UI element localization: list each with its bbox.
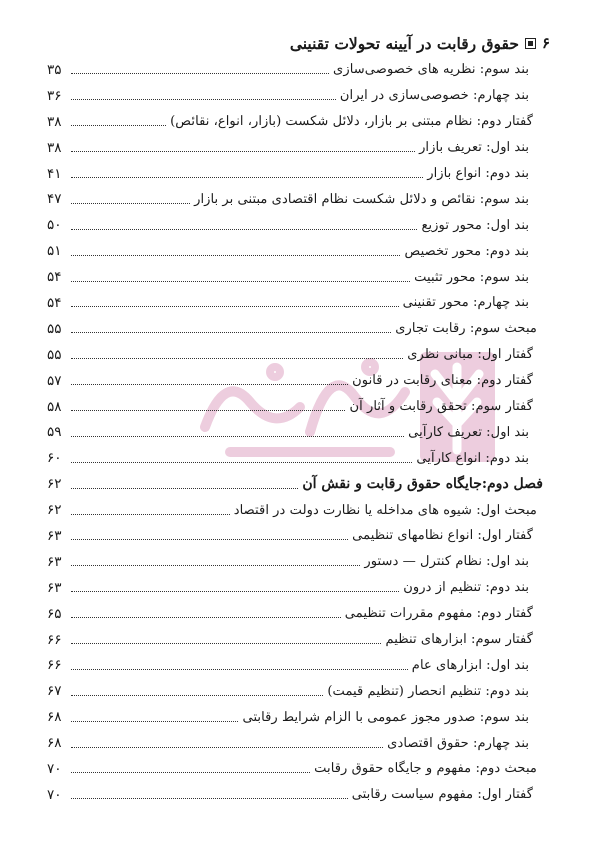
toc-entry-title: بند اول: تعریف کارآیی <box>408 424 529 440</box>
dot-leader <box>71 151 415 152</box>
dot-leader <box>71 798 348 799</box>
toc-entry-title: گفتار سوم: تحقق رقابت و آثار آن <box>349 399 533 415</box>
toc-entry-title: بند سوم: نقائص و دلائل شکست نظام اقتصادی مبتنی بر بازار <box>194 191 529 207</box>
toc-entry-page: ۶۳ <box>47 527 62 544</box>
toc-entry[interactable] <box>47 471 543 497</box>
dot-leader <box>71 772 310 773</box>
toc-entry-title: بند اول: محور توزیع <box>421 217 529 233</box>
toc-entry[interactable] <box>47 730 543 756</box>
dot-leader <box>71 488 298 489</box>
toc-entry[interactable] <box>47 83 543 109</box>
toc-entry[interactable] <box>47 497 543 523</box>
toc-entry-title: بند دوم: تنظیم انحصار (تنظیم قیمت) <box>327 683 529 699</box>
toc-entry-page: ۶۶ <box>47 631 62 648</box>
dot-leader <box>71 255 400 256</box>
toc-entry-page: ۵۹ <box>47 424 62 441</box>
toc-entry[interactable] <box>47 290 543 316</box>
toc-entry[interactable] <box>47 627 543 653</box>
toc-entry-title: بند دوم: انواع بازار <box>427 166 529 181</box>
toc-entry-page: ۶۷ <box>47 683 62 700</box>
toc-entry-page: ۳۸ <box>47 113 62 130</box>
dot-leader <box>71 565 360 566</box>
toc-entry-page: ۵۱ <box>47 243 62 260</box>
toc-entry[interactable] <box>47 601 543 627</box>
toc-entry[interactable] <box>47 704 543 730</box>
toc-entry-title: گفتار اول: مفهوم سیاست رقابتی <box>351 787 533 803</box>
page-number: ۶ <box>541 34 550 52</box>
toc-entry-title: بند سوم: صدور مجوز عمومی با الزام شرایط رقابتی <box>242 709 529 725</box>
toc-entry-title: بند چهارم: خصوصی‌سازی در ایران <box>339 88 529 104</box>
toc-entry-page: ۵۵ <box>47 320 62 337</box>
toc-entry-page: ۳۶ <box>47 87 62 104</box>
toc-entry[interactable] <box>47 394 543 420</box>
toc-entry-page: ۳۵ <box>47 61 62 78</box>
table-of-contents <box>47 57 543 808</box>
dot-leader <box>71 747 383 748</box>
toc-entry-page: ۷۰ <box>47 760 62 777</box>
toc-entry-page: ۵۰ <box>47 217 62 234</box>
toc-entry[interactable] <box>47 264 543 290</box>
toc-entry-title: مبحث دوم: مفهوم و جایگاه حقوق رقابت <box>314 761 537 777</box>
toc-entry[interactable] <box>47 368 543 394</box>
toc-entry-title: گفتار سوم: ابزارهای تنظیم <box>385 632 533 648</box>
dot-leader <box>71 306 399 307</box>
toc-entry-title: بند دوم: محور تخصیص <box>404 243 529 259</box>
dot-leader <box>71 384 348 385</box>
toc-entry-title: بند اول: ابزارهای عام <box>411 657 529 673</box>
square-ornament-icon <box>525 38 536 49</box>
dot-leader <box>71 695 323 696</box>
dot-leader <box>71 617 341 618</box>
toc-entry[interactable] <box>47 419 543 445</box>
page-header <box>45 30 550 56</box>
dot-leader <box>71 281 410 282</box>
toc-entry[interactable] <box>47 445 543 471</box>
toc-entry[interactable] <box>47 238 543 264</box>
toc-entry-page: ۵۴ <box>47 294 62 311</box>
toc-entry[interactable] <box>47 678 543 704</box>
toc-entry-page: ۶۲ <box>47 502 62 519</box>
toc-entry-title: گفتار دوم: نظام مبتنی بر بازار، دلائل شکست (بازار، انواع، نقائص) <box>170 114 533 130</box>
toc-entry-page: ۶۰ <box>47 450 62 467</box>
toc-entry-title: گفتار دوم: مفهوم مقررات تنظیمی <box>344 606 533 622</box>
dot-leader <box>71 436 404 437</box>
toc-entry-page: ۶۲ <box>47 476 62 493</box>
toc-entry-title: گفتار اول: انواع نظامهای تنظیمی <box>352 528 533 544</box>
toc-entry-page: ۶۸ <box>47 709 62 726</box>
dot-leader <box>71 358 403 359</box>
toc-entry-title: بند سوم: محور تثبیت <box>414 269 529 285</box>
toc-entry[interactable] <box>47 782 543 808</box>
toc-entry-page: ۶۵ <box>47 605 62 622</box>
toc-entry[interactable] <box>47 316 543 342</box>
toc-entry[interactable] <box>47 212 543 238</box>
dot-leader <box>71 73 329 74</box>
dot-leader <box>71 514 230 515</box>
toc-entry-page: ۵۴ <box>47 269 62 286</box>
toc-entry-title: گفتار اول: مبانی نظری <box>407 347 533 363</box>
toc-entry-title: بند چهارم: حقوق اقتصادی <box>387 735 529 751</box>
toc-entry-title: بند دوم: تنظیم از درون <box>403 580 529 596</box>
toc-entry[interactable] <box>47 109 543 135</box>
toc-entry-page: ۶۶ <box>47 657 62 674</box>
toc-entry-page: ۴۷ <box>47 191 62 208</box>
toc-entry-page: ۷۰ <box>47 786 62 803</box>
toc-entry-page: ۴۱ <box>47 165 62 182</box>
toc-entry[interactable] <box>47 575 543 601</box>
dot-leader <box>71 332 391 333</box>
toc-entry-page: ۵۵ <box>47 346 62 363</box>
toc-entry-title: مبحث سوم: رقابت تجاری <box>395 321 537 337</box>
toc-entry[interactable] <box>47 186 543 212</box>
toc-entry-page: ۶۳ <box>47 553 62 570</box>
toc-entry-title: مبحث اول: شیوه های مداخله یا نظارت دولت در اقتصاد <box>233 502 537 518</box>
toc-entry-page: ۶۸ <box>47 735 62 752</box>
toc-entry-title: بند چهارم: محور تقنینی <box>402 295 529 311</box>
dot-leader <box>71 229 417 230</box>
dot-leader <box>71 125 166 126</box>
toc-entry-page: ۵۷ <box>47 372 62 389</box>
toc-entry[interactable] <box>47 756 543 782</box>
toc-entry[interactable] <box>47 523 543 549</box>
toc-entry[interactable] <box>47 57 543 83</box>
dot-leader <box>71 410 345 411</box>
dot-leader <box>71 99 336 100</box>
running-title: حقوق رقابت در آیینه تحولات تقنینی <box>289 33 519 53</box>
toc-entry-page: ۳۸ <box>47 139 62 156</box>
toc-entry[interactable] <box>47 342 543 368</box>
toc-entry-title: بند دوم: انواع کارآیی <box>416 450 529 466</box>
dot-leader <box>71 462 412 463</box>
dot-leader <box>71 591 399 592</box>
dot-leader <box>71 177 423 178</box>
toc-entry[interactable] <box>47 652 543 678</box>
toc-entry[interactable] <box>47 135 543 161</box>
dot-leader <box>71 721 238 722</box>
toc-entry-title: بند اول: نظام کنترل — دستور <box>364 554 529 570</box>
toc-entry-title: فصل دوم:جایگاه حقوق رقابت و نقش آن <box>302 476 543 493</box>
dot-leader <box>71 669 408 670</box>
toc-entry-page: ۵۸ <box>47 398 62 415</box>
toc-entry[interactable] <box>47 549 543 575</box>
toc-entry[interactable] <box>47 161 543 187</box>
dot-leader <box>71 539 348 540</box>
dot-leader <box>71 203 190 204</box>
toc-entry-title: گفتار دوم: معنای رقابت در قانون <box>352 373 533 389</box>
toc-entry-title: بند اول: تعریف بازار <box>419 140 529 156</box>
toc-entry-title: بند سوم: نظریه های خصوصی‌سازی <box>333 62 529 78</box>
dot-leader <box>71 643 381 644</box>
toc-entry-page: ۶۳ <box>47 579 62 596</box>
